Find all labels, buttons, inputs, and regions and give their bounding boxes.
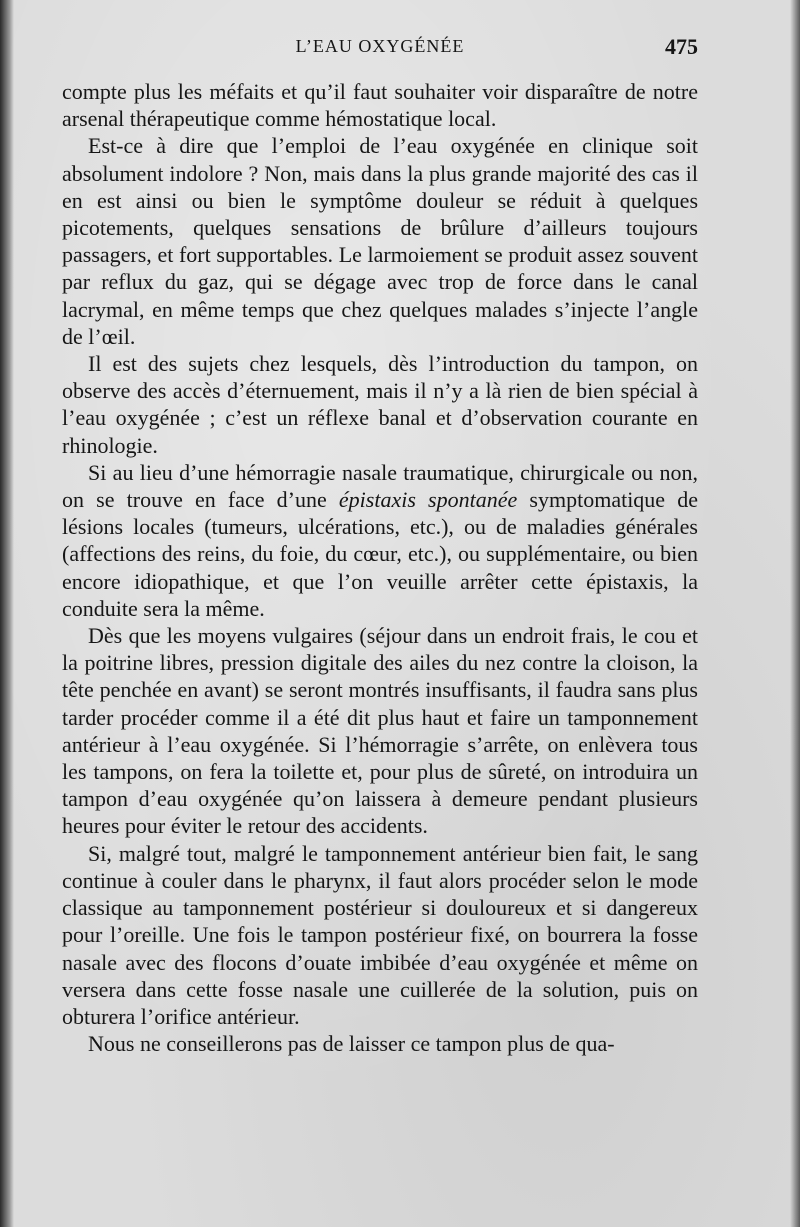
paragraph-moyens-vulgaires: Dès que les moyens vulgaires (séjour dans un endroit frais, le cou et la poitrine libres, pression digitale des ailes du nez contre la cloison, la tête penchée en avant) se seront montrés insuffisants, il faudra sans plus tarder procéder comme il a été dit plus haut et faire un tamponnement antérieur à l’eau oxygénée. Si l’hémorragie s’arrête, on enlèvera tous les tampons, on fera la toilette et, pour plus de sûreté, on introduira un tampon d’eau oxygénée qu’on laissera à demeure pendant plusieurs heures pour éviter le retour des accidents. bbox=[62, 623, 698, 839]
paragraph-continuation: compte plus les méfaits et qu’il faut souhaiter voir disparaître de notre arsenal thérapeutique comme hémostatique local. bbox=[62, 79, 698, 132]
paragraph-eternuement: Il est des sujets chez lesquels, dès l’introduction du tampon, on observe des accès d’éternuement, mais il n’y a là rien de bien spécial à l’eau oxygénée ; c’est un réflexe banal et d’observation courante en rhinologie. bbox=[62, 351, 698, 458]
page-header bbox=[62, 36, 698, 66]
page-number: 475 bbox=[665, 34, 698, 59]
paragraph-indolore: Est-ce à dire que l’emploi de l’eau oxygénée en clinique soit absolument indolore ? Non, mais dans la plus grande majorité des cas il en est ainsi ou bien le symptôme douleur se réduit à quelques picotements, quelques sensations de brûlure d’ailleurs toujours passagers, et fort supportables. Le larmoiement se produit assez souvent par reflux du gaz, qui se dégage avec trop de force dans le canal lacrymal, en même temps que chez quelques malades s’injecte l’angle de l’œil. bbox=[62, 133, 698, 349]
paragraph-epistaxis bbox=[62, 459, 698, 622]
paragraph-tamponnement-posterieur: Si, malgré tout, malgré le tamponnement antérieur bien fait, le sang continue à couler dans le pharynx, il faut alors procéder selon le mode classique au tamponnement postérieur si douloureux et si dangereux pour l’oreille. Une fois le tampon postérieur fixé, on bourrera la fosse nasale avec des flocons d’ouate imbibée d’eau oxygénée et même on versera dans cette fosse nasale une cuillerée de la solution, puis on obturera l’orifice antérieur. bbox=[62, 840, 698, 1029]
page-gutter-shadow bbox=[0, 0, 14, 1227]
paragraph-epistaxis-before: Si au lieu d’une hémorragie nasale traumatique, chirurgicale ou non, on se trouve en face d’une bbox=[62, 459, 698, 513]
running-title: L’EAU OXYGÉNÉE bbox=[295, 36, 465, 56]
epistaxis-spontanee-emphasis: épistaxis spontanée bbox=[338, 487, 518, 513]
paragraph-closing: Nous ne conseillerons pas de laisser ce tampon plus de qua- bbox=[88, 1031, 615, 1057]
page-body-text bbox=[62, 78, 698, 1057]
paragraph-epistaxis-after: symptomatique de lésions locales (tumeurs, ulcérations, etc.), ou de maladies générales (affections des reins, du foie, du cœur, etc.), ou supplémentaire, ou bien encore idiopathique, et que l’on veuille arrêter cette épistaxis, la conduite sera la même. bbox=[62, 487, 698, 621]
page-edge-shadow bbox=[790, 0, 800, 1227]
